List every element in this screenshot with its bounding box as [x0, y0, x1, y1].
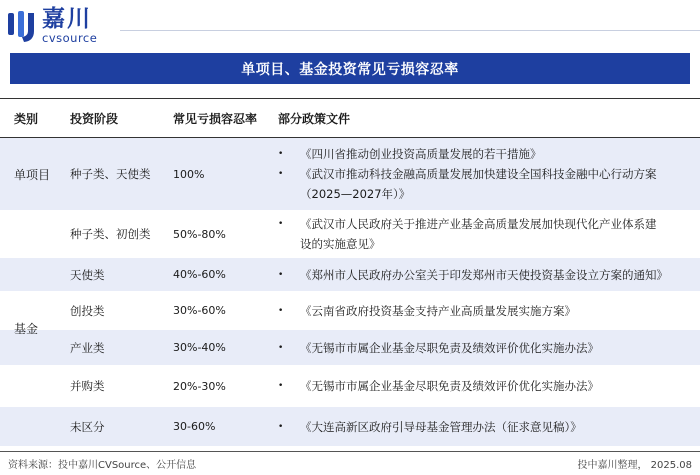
credit-note: 投中嘉川整理， 2025.08 [577, 460, 692, 471]
table-row [0, 407, 700, 446]
header-policy: 部分政策文件 [278, 111, 351, 126]
bullet-icon: • [278, 219, 284, 229]
table-row [0, 210, 700, 258]
stage-cell: 天使类 [70, 267, 105, 282]
header-category: 类别 [14, 111, 39, 126]
policy-text: 设的实施意见》 [300, 237, 381, 251]
category-fund: 基金 [14, 321, 39, 336]
rate-cell: 30%-60% [173, 304, 226, 317]
table-row [0, 291, 700, 330]
policy-line [276, 301, 686, 321]
policy-line [276, 164, 686, 184]
rate-cell: 40%-60% [173, 268, 226, 281]
bullet-icon: • [278, 169, 284, 179]
stage-cell: 种子类、初创类 [70, 227, 151, 241]
bullet-icon: • [278, 381, 284, 391]
table-header [0, 98, 700, 138]
stage-cell: 种子类、天使类 [70, 167, 151, 181]
rate-cell: 30-60% [173, 420, 216, 433]
source-note: 资料来源：投中嘉川CVSource、公开信息 [8, 460, 197, 471]
policy-text: 《云南省政府投资基金支持产业高质量发展实施方案》 [300, 303, 576, 318]
bullet-icon: • [278, 342, 284, 353]
header-stage: 投资阶段 [70, 111, 119, 126]
policy-line [276, 144, 686, 164]
stage-cell: 未区分 [70, 419, 105, 434]
policy-text: 《无锡市市属企业基金尽职免责及绩效评价优化实施办法》 [300, 340, 599, 355]
policy-line [276, 214, 686, 234]
rate-cell: 100% [173, 167, 205, 181]
bullet-icon: • [278, 269, 284, 280]
policy-cell [276, 210, 686, 258]
stage-cell: 产业类 [70, 340, 105, 355]
policy-text: 《大连高新区政府引导母基金管理办法（征求意见稿）》 [300, 419, 582, 434]
policy-cell [276, 407, 686, 446]
policy-text: （2025—2027年）》 [300, 187, 411, 201]
policy-cell [276, 330, 686, 365]
logo-chinese: 嘉川 [42, 5, 92, 32]
table-title: 单项目、基金投资常见亏损容忍率 [10, 53, 690, 84]
logo-english: cvsource [42, 30, 98, 45]
table-row [0, 330, 700, 365]
header-rule [120, 30, 700, 31]
policy-cell [276, 365, 686, 407]
stage-cell: 创投类 [70, 303, 105, 318]
table-row [0, 138, 700, 210]
policy-text: 《武汉市人民政府关于推进产业基金高质量发展加快现代化产业体系建 [300, 217, 657, 231]
policy-line [276, 265, 686, 285]
table-body [0, 138, 700, 446]
policy-text: 《武汉市推动科技金融高质量发展加快建设全国科技金融中心行动方案 [300, 167, 657, 181]
rate-cell: 20%-30% [173, 379, 226, 393]
bullet-icon: • [278, 149, 284, 159]
header-rate: 常见亏损容忍率 [173, 111, 258, 126]
policy-line [276, 376, 686, 396]
bullet-icon [276, 234, 300, 254]
policy-text: 《四川省推动创业投资高质量发展的若干措施》 [300, 147, 542, 161]
rate-cell: 50%-80% [173, 227, 226, 241]
policy-text: 《郑州市人民政府办公室关于印发郑州市天使投资基金设立方案的通知》 [300, 267, 668, 282]
logo [6, 4, 97, 48]
policy-cell [276, 258, 686, 291]
table-row [0, 365, 700, 407]
rate-cell: 30%-40% [173, 341, 226, 354]
category-single-project: 单项目 [14, 167, 51, 182]
policy-cell [276, 291, 686, 330]
policy-line [276, 234, 686, 254]
policy-line [276, 417, 686, 437]
policy-table [0, 98, 700, 446]
policy-line [276, 184, 686, 204]
policy-text: 《无锡市市属企业基金尽职免责及绩效评价优化实施办法》 [300, 379, 599, 393]
cvsource-logo-icon [6, 9, 36, 43]
bullet-icon [276, 184, 300, 204]
bullet-icon: • [278, 305, 284, 316]
bullet-icon: • [278, 421, 284, 432]
footer-rule [0, 451, 700, 452]
policy-cell [276, 138, 686, 210]
policy-line [276, 338, 686, 358]
stage-cell: 并购类 [70, 379, 105, 393]
table-row [0, 258, 700, 291]
